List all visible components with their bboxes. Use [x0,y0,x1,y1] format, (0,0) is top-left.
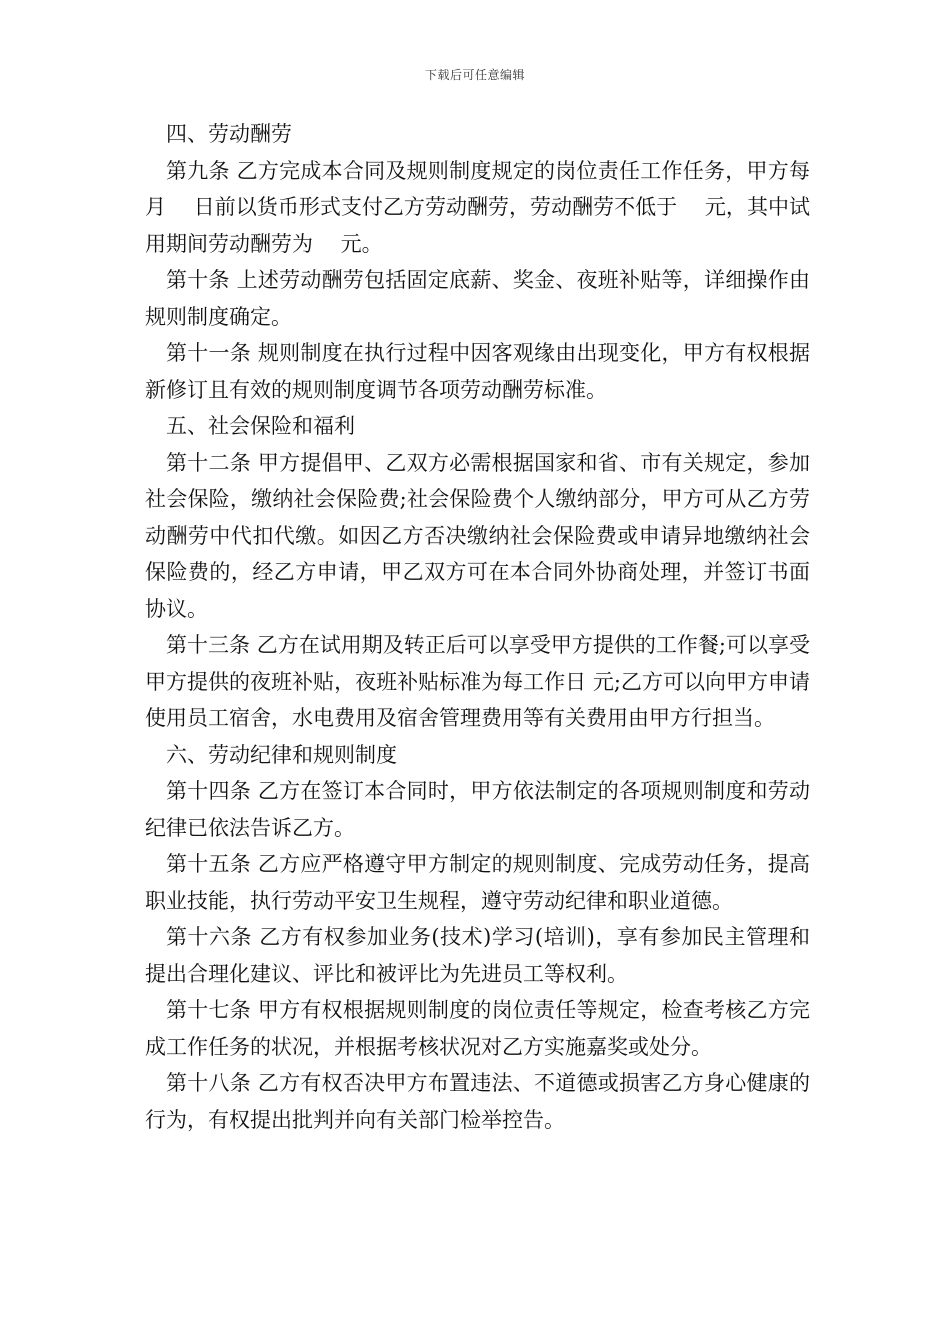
document-body [145,116,810,1138]
page-header: 下载后可任意编辑 [424,68,525,82]
article-18: 第十八条 乙方有权否决甲方布置违法、不道德或损害乙方身心健康的行为，有权提出批判并向有关部门检举控告。 [145,1071,810,1132]
article-17: 第十七条 甲方有权根据规则制度的岗位责任等规定，检查考核乙方完成工作任务的状况，并根据考核状况对乙方实施嘉奖或处分。 [145,998,810,1059]
article-16: 第十六条 乙方有权参加业务(技术)学习(培训)，享有参加民主管理和提出合理化建议、评比和被评比为先进员工等权利。 [145,925,810,986]
article-14: 第十四条 乙方在签订本合同时，甲方依法制定的各项规则制度和劳动纪律已依法告诉乙方。 [145,779,810,840]
section-heading-5: 五、社会保险和福利 [166,414,355,438]
article-11: 第十一条 规则制度在执行过程中因客观缘由出现变化，甲方有权根据新修订且有效的规则制度调节各项劳动酬劳标准。 [145,341,810,402]
article-15: 第十五条 乙方应严格遵守甲方制定的规则制度、完成劳动任务，提高职业技能，执行劳动平安卫生规程，遵守劳动纪律和职业道德。 [145,852,810,913]
section-heading-6: 六、劳动纪律和规则制度 [166,742,397,767]
article-13: 第十三条 乙方在试用期及转正后可以享受甲方提供的工作餐;可以享受甲方提供的夜班补贴，夜班补贴标准为每工作日 元;乙方可以向甲方申请使用员工宿舍，水电费用及宿舍管理费用等有关费用由甲方行担当。 [145,633,810,730]
article-12: 第十二条 甲方提倡甲、乙双方必需根据国家和省、市有关规定，参加社会保险，缴纳社会保险费;社会保险费个人缴纳部分，甲方可从乙方劳动酬劳中代扣代缴。如因乙方否决缴纳社会保险费或申请异地缴纳社会保险费的，经乙方申请，甲乙双方可在本合同外协商处理，并签订书面协议。 [145,450,810,621]
article-9: 第九条 乙方完成本合同及规则制度规定的岗位责任工作任务，甲方每月 日前以货币形式支付乙方劳动酬劳，劳动酬劳不低于 元，其中试用期间劳动酬劳为 元。 [145,158,810,256]
article-10: 第十条 上述劳动酬劳包括固定底薪、奖金、夜班补贴等，详细操作由规则制度确定。 [145,268,810,329]
section-heading-4: 四、劳动酬劳 [166,122,292,146]
